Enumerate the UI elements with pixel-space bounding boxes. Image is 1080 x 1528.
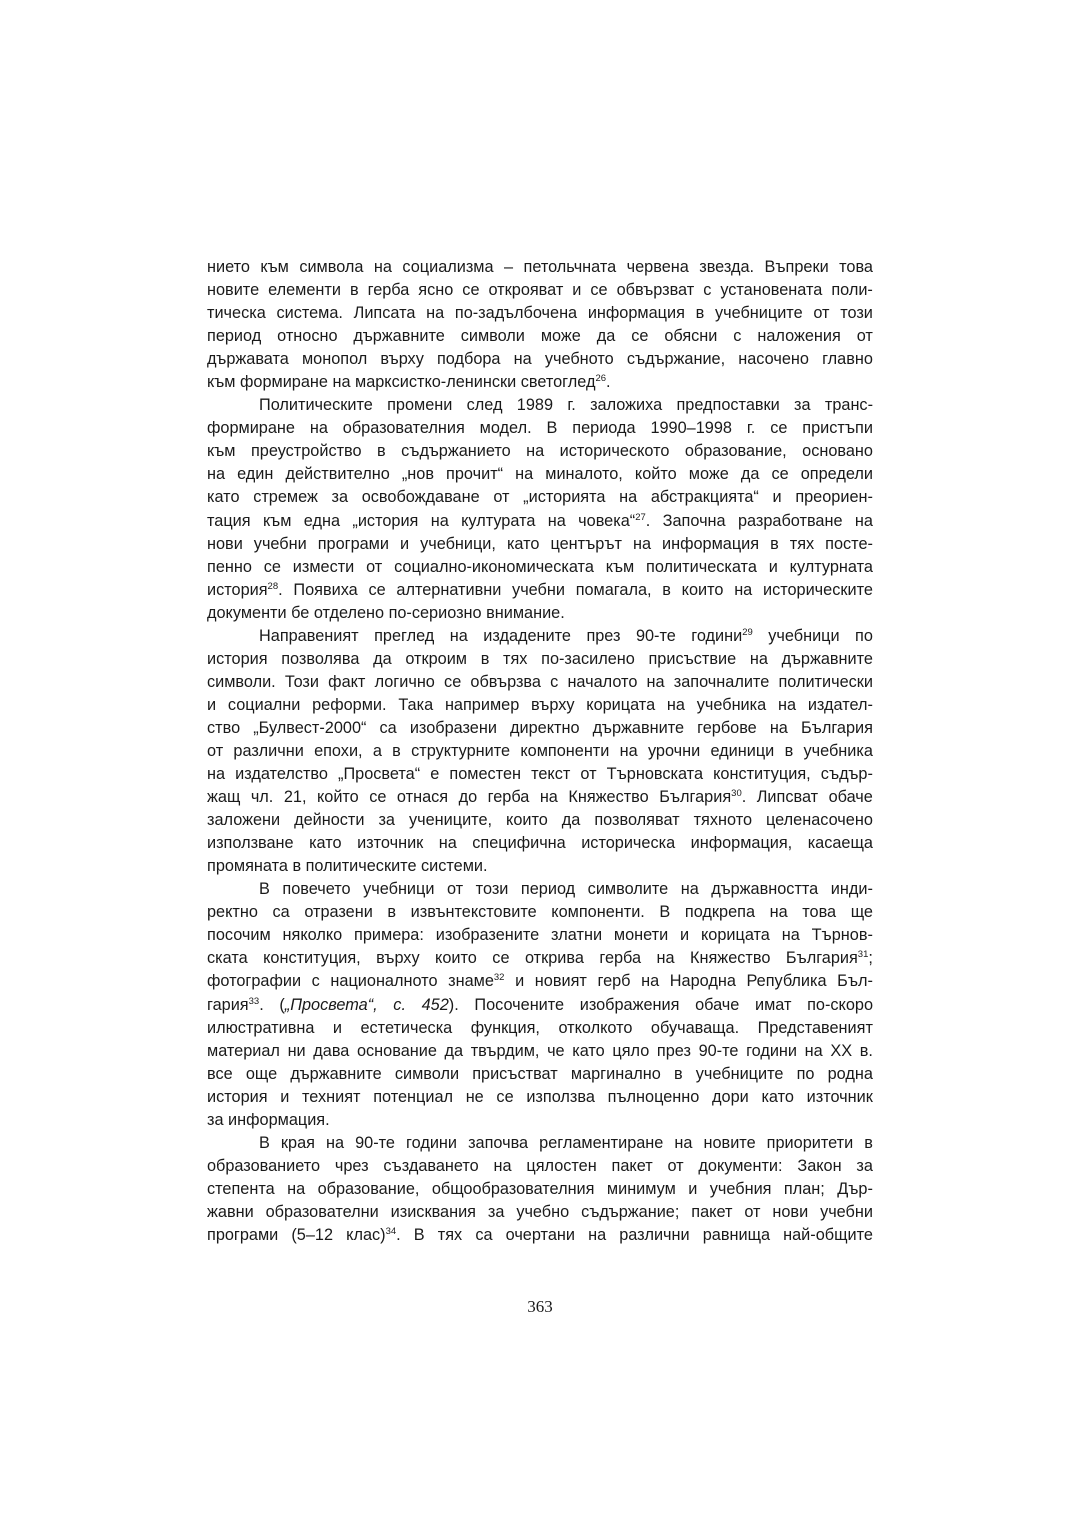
text-line: тическа система. Липсата на по-задълбочена информация в учебниците от този: [207, 304, 873, 323]
text-line: В края на 90-те години започва регламентиране на новите приоритети в: [259, 1133, 873, 1152]
text-line: нието към символа на социализма – петольчната червена звезда. Въпреки това: [207, 258, 873, 276]
text-line: на издателство „Просвета“ е поместен текст от Търновската конституция, съдър-: [207, 765, 873, 784]
text-line: програми (5–12 клас)$^{34}$. В тях са очертани на различни равнища най-общите: [207, 1225, 873, 1244]
text-line: към преустройство в съдържанието на историческото образование, основано: [207, 442, 873, 461]
text-line: степента на образование, общообразователния минимум и учебния план; Дър-: [207, 1179, 873, 1198]
footnote-ref: 34: [385, 1225, 397, 1237]
text-line: илюстративна и естетическа функция, отколкото обучаваща. Представеният: [207, 1018, 873, 1037]
text-line: история и техният потенциал не се използва пълноценно дори като източник: [207, 1087, 873, 1106]
text-line: като стремеж за освобождаване от „историята на абстракцията“ и преориен-: [207, 488, 873, 507]
footnote-ref: 29: [742, 626, 753, 638]
text-line: на един действително „нов прочит“ на миналото, който може да се определи: [207, 465, 873, 484]
text-line: В повечето учебници от този период символите на държавността инди-: [259, 880, 873, 899]
text-line: история позволява да откроим в тях по-засилено присъствие на държавните: [207, 649, 873, 668]
text-line: за информация.: [207, 1110, 330, 1129]
footnote-ref: 27: [635, 511, 646, 523]
text-line: материал ни дава основание да твърдим, че като цяло през 90-те години на XX в.: [207, 1041, 873, 1060]
text-line: пенно се измести от социално-икономическата към политическата и културната: [207, 557, 873, 576]
text-line: фотографии с националното знаме$^{32}$ и новият герб на Народна Република Бъл-: [207, 972, 873, 991]
text-line: ската конституция, върху които се открива герба на Княжество България$^{31}$;: [207, 949, 873, 968]
text-line: формиране на образователния модел. В периода 1990–1998 г. се пристъпи: [207, 419, 873, 438]
text-line: период относно държавните символи може да се обясни с наложения от: [207, 327, 873, 346]
footnote-ref: 28: [267, 580, 279, 592]
text-line: посочим няколко примера: изобразените златни монети и корицата на Търнов-: [207, 926, 873, 945]
text-line: ректно са отразени в извънтекстовите компоненти. В подкрепа на това ще: [207, 903, 873, 922]
text-line: заложени дейности за учениците, които да позволяват тяхното целенасочено: [207, 811, 873, 830]
text-line: промяната в политическите системи.: [207, 857, 488, 876]
text-line: тация към една „история на културата на човека“$^{27}$. Започна разработване на: [207, 511, 873, 530]
text-line: все още държавните символи присъстват маргинално в учебниците по родна: [207, 1064, 873, 1083]
text-line: история$^{28}$. Появиха се алтернативни учебни помагала, в които на историческите: [207, 580, 873, 599]
body-text: [207, 256, 873, 1247]
text-line: новите елементи в герба ясно се открояват и се обвързват с установената поли-: [207, 281, 873, 300]
text-line: символи. Този факт логично се обвързва с началото на започналите политически: [207, 672, 873, 691]
footnote-ref: 31: [857, 949, 869, 961]
page-number: 363: [527, 1297, 553, 1316]
footnote-ref: 33: [248, 995, 260, 1007]
text-line: жащ чл. 21, който се отнася до герба на Княжество България$^{30}$. Липсват обаче: [207, 788, 873, 807]
text-line: жавни образователни изисквания за учебно съдържание; пакет от нови учебни: [207, 1202, 873, 1221]
text-line: нови учебни програми и учебници, като центърът на информация в тях посте-: [207, 534, 873, 553]
text-line: към формиране на марксистко-ленински светоглед$^{26}$.: [207, 373, 611, 392]
text-line: използване като източник на специфична историческа информация, касаеща: [207, 834, 873, 853]
text-line: Политическите промени след 1989 г. заложиха предпоставки за транс-: [259, 396, 873, 415]
text-line: и социални реформи. Така например върху корицата на учебника на издател-: [207, 695, 873, 714]
text-line: гария$^{33}$. („Просвета“, с. 452). Посочените изображения обаче имат по-скоро: [207, 995, 873, 1014]
text-line: от различни епохи, а в структурните компоненти на урочни единици в учебника: [207, 741, 873, 760]
text-line: ство „Булвест-2000“ са изобразени директно държавните гербове на България: [207, 718, 873, 737]
text-line: образованието чрез създаването на цялостен пакет от документи: Закон за: [207, 1156, 873, 1175]
footnote-ref: 30: [731, 788, 742, 800]
text-line: Направеният преглед на издадените през 90-те години$^{29}$ учебници по: [259, 626, 873, 645]
text-line: документи бе отделено по-сериозно внимание.: [207, 603, 565, 622]
footnote-ref: 32: [493, 972, 505, 984]
text-line: държавата монопол върху подбора на учебното съдържание, насочено главно: [207, 350, 873, 369]
footnote-ref: 26: [595, 373, 607, 385]
